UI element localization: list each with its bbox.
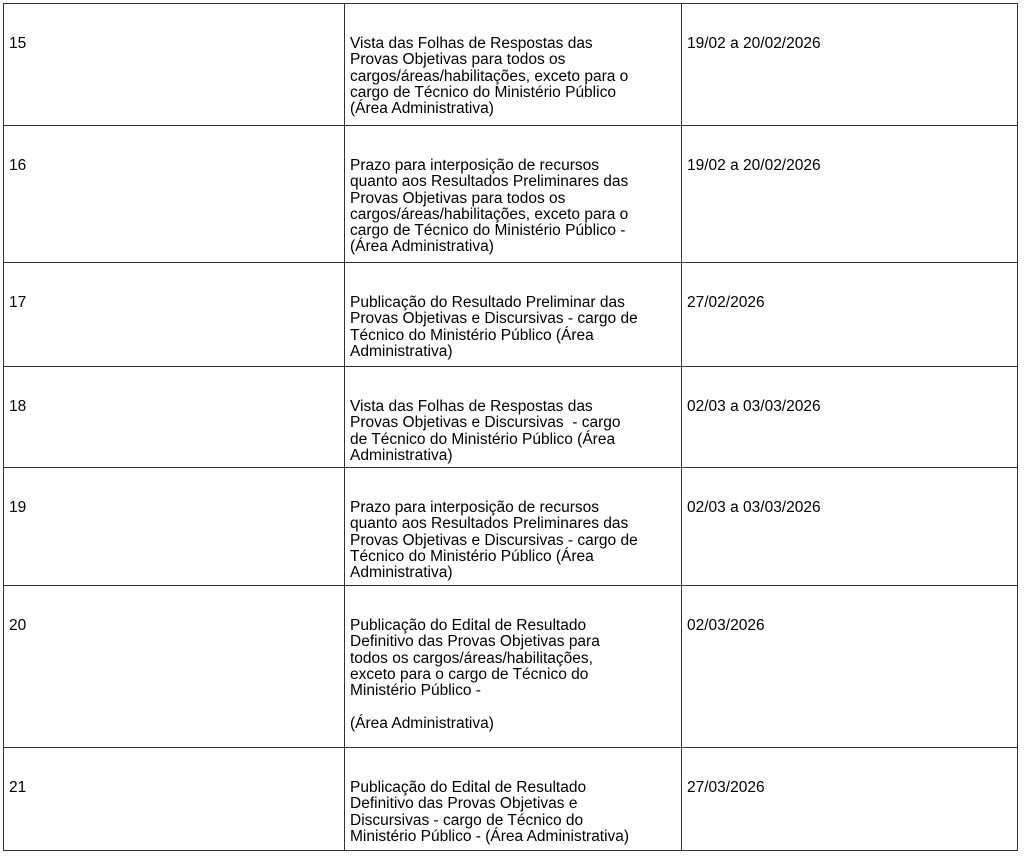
- event-description: [345, 468, 682, 586]
- description-line: Prazo para interposição de recursos: [350, 157, 599, 174]
- description-line: Vista das Folhas de Respostas das: [350, 398, 593, 415]
- event-description: [345, 586, 682, 748]
- description-line: todos os cargos/áreas/habilitações,: [350, 649, 593, 667]
- event-date: 27/03/2026: [682, 748, 1018, 851]
- item-number: 15: [4, 4, 345, 126]
- table-row: [4, 748, 1018, 851]
- description-line: Provas Objetivas para todos os: [350, 189, 566, 207]
- description-line: Administrativa): [350, 342, 453, 360]
- event-description: [345, 748, 682, 851]
- description-line: Ministério Público - (Área Administrativa): [350, 827, 630, 845]
- description-line: Publicação do Edital de Resultado: [350, 617, 587, 634]
- description-line: exceto para o cargo de Técnico do: [350, 665, 589, 683]
- description-line: Técnico do Ministério Público (Área: [350, 547, 594, 565]
- description-line: Administrativa): [350, 564, 453, 582]
- description-line: quanto aos Resultados Preliminares das: [350, 515, 629, 533]
- item-number: 20: [4, 586, 345, 748]
- description-line: Provas Objetivas e Discursivas - cargo: [350, 414, 621, 432]
- description-line: Provas Objetivas para todos os: [350, 51, 566, 69]
- event-date: 02/03 a 03/03/2026: [682, 468, 1018, 586]
- description-line: Provas Objetivas e Discursivas - cargo de: [350, 310, 638, 328]
- description-line: Publicação do Resultado Preliminar das: [350, 294, 625, 311]
- table-row: [4, 263, 1018, 367]
- event-date: 02/03 a 03/03/2026: [682, 367, 1018, 468]
- event-description: [345, 4, 682, 126]
- description-line: cargos/áreas/habilitações, exceto para o: [350, 67, 629, 85]
- description-line: cargo de Técnico do Ministério Público: [350, 83, 616, 101]
- table-row: [4, 126, 1018, 263]
- event-description: [345, 126, 682, 263]
- event-date: 02/03/2026: [682, 586, 1018, 748]
- item-number: 21: [4, 748, 345, 851]
- event-date: 19/02 a 20/02/2026: [682, 4, 1018, 126]
- table-row: [4, 4, 1018, 126]
- description-line: Definitivo das Provas Objetivas e: [350, 795, 578, 813]
- description-line: de Técnico do Ministério Público (Área: [350, 430, 616, 448]
- description-line: Administrativa): [350, 446, 453, 464]
- description-line: Discursivas - cargo de Técnico do: [350, 811, 584, 829]
- description-line: (Área Administrativa): [350, 100, 494, 118]
- description-line: (Área Administrativa): [350, 714, 494, 732]
- table-row: [4, 468, 1018, 586]
- description-line: cargo de Técnico do Ministério Público -: [350, 222, 626, 240]
- description-line: Prazo para interposição de recursos: [350, 499, 599, 516]
- table-row: [4, 586, 1018, 748]
- description-line: Ministério Público -: [350, 682, 481, 700]
- description-line: Técnico do Ministério Público (Área: [350, 326, 594, 344]
- event-description: [345, 367, 682, 468]
- description-line: cargos/áreas/habilitações, exceto para o: [350, 205, 629, 223]
- event-date: 19/02 a 20/02/2026: [682, 126, 1018, 263]
- item-number: 18: [4, 367, 345, 468]
- description-line: quanto aos Resultados Preliminares das: [350, 173, 629, 191]
- table-row: [4, 367, 1018, 468]
- event-description: [345, 263, 682, 367]
- schedule-table: [3, 3, 1018, 851]
- description-line: Provas Objetivas e Discursivas - cargo de: [350, 531, 638, 549]
- description-line: Publicação do Edital de Resultado: [350, 779, 587, 796]
- item-number: 19: [4, 468, 345, 586]
- description-line: [350, 699, 677, 715]
- item-number: 16: [4, 126, 345, 263]
- description-line: (Área Administrativa): [350, 238, 494, 256]
- description-line: Vista das Folhas de Respostas das: [350, 35, 593, 52]
- event-date: 27/02/2026: [682, 263, 1018, 367]
- item-number: 17: [4, 263, 345, 367]
- description-line: Definitivo das Provas Objetivas para: [350, 633, 600, 651]
